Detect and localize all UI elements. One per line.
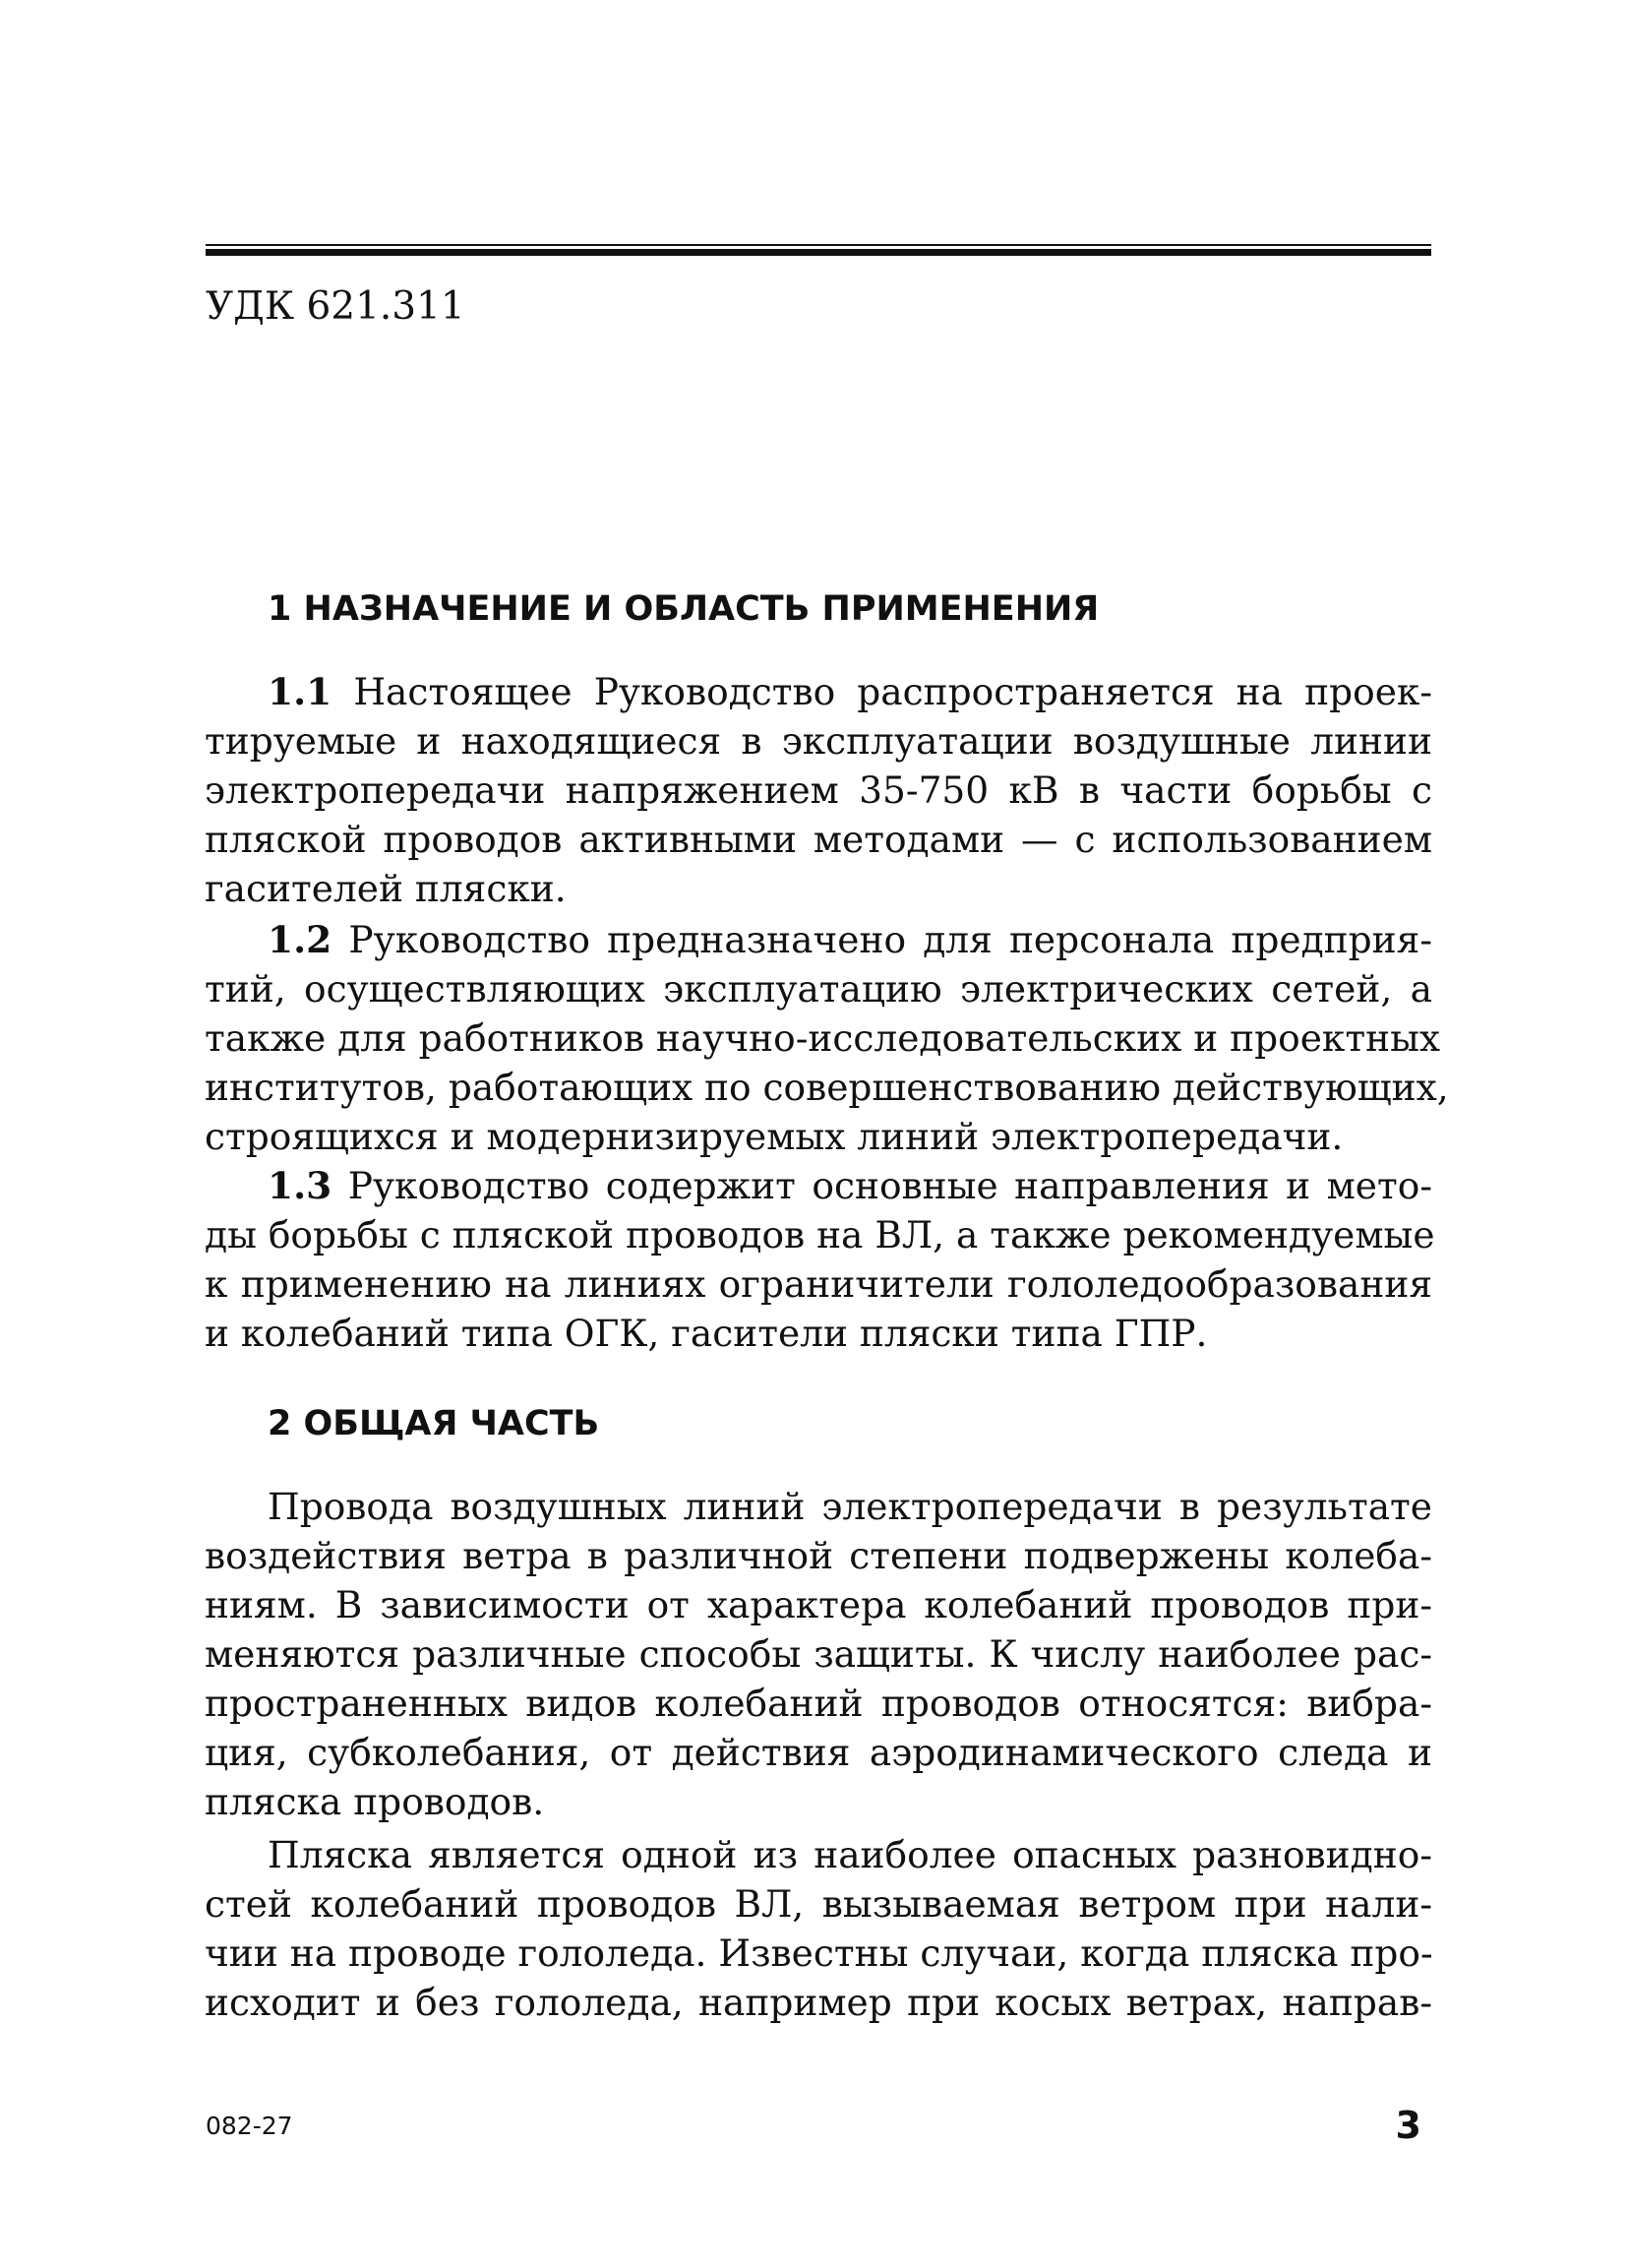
paragraph-2-2	[205, 1830, 1432, 2027]
paragraph-2-2-line-4: исходит и без гололеда, например при косых ветрах, направ-	[205, 1981, 1432, 2024]
paragraph-2-1-line-5: пространенных видов колебаний проводов относятся: вибра-	[205, 1682, 1432, 1725]
paragraph-1-3-line-1-text: Руководство содержит основные направления и мето-	[332, 1164, 1432, 1207]
paragraph-2-1-line-4: меняются различные способы защиты. К числу наиболее рас-	[205, 1632, 1432, 1676]
page-number: 3	[1395, 2104, 1421, 2147]
paragraph-1-3-line-1	[205, 1161, 1432, 1210]
paragraph-1-2-line-3: также для работников научно-исследовательских и проектных	[205, 1016, 1441, 1060]
paragraph-1-1-line-1-text: Настоящее Руководство распространяется на проек-	[332, 670, 1432, 713]
paragraph-1-2-line-2: тий, осуществляющих эксплуатацию электрических сетей, а	[205, 967, 1432, 1011]
paragraph-1-2-line-5: строящихся и модернизируемых линий электропередачи.	[205, 1115, 1344, 1158]
top-rule-thick-line	[206, 249, 1431, 256]
paragraph-1-1	[205, 667, 1432, 913]
paragraph-2-2-line-2: стей колебаний проводов ВЛ, вызываемая ветром при нали-	[205, 1882, 1432, 1926]
paragraph-1-2-line-4: институтов, работающих по совершенствованию действующих,	[205, 1066, 1449, 1109]
paragraph-1-2	[205, 915, 1449, 1161]
paragraph-1-1-line-3: электропередачи напряжением 35-750 кВ в части борьбы с	[205, 768, 1432, 812]
paragraph-1-1-line-4: пляской проводов активными методами — с использованием	[205, 818, 1432, 861]
paragraph-1-1-line-2: тируемые и находящиеся в эксплуатации воздушные линии	[205, 719, 1432, 763]
paragraph-1-2-line-1	[205, 915, 1432, 964]
paragraph-1-3-line-2: ды борьбы с пляской проводов на ВЛ, а также рекомендуемые	[205, 1213, 1435, 1257]
section-2-heading: 2 ОБЩАЯ ЧАСТЬ	[268, 1404, 600, 1443]
paragraph-2-2-line-1: Пляска является одной из наиболее опасных разновидно-	[268, 1833, 1432, 1876]
footer-code: 082-27	[206, 2112, 293, 2140]
udk-code: УДК 621.311	[206, 284, 465, 329]
paragraph-1-3-line-4: и колебаний типа ОГК, гасители пляски типа ГПР.	[205, 1312, 1208, 1355]
paragraph-1-1-line-5: гасителей пляски.	[205, 867, 567, 910]
paragraph-1-3	[205, 1161, 1435, 1358]
paragraph-2-1-line-2: воздействия ветра в различной степени подвержены колеба-	[205, 1534, 1432, 1577]
paragraph-2-1-line-3: ниям. В зависимости от характера колебаний проводов при-	[205, 1583, 1432, 1626]
paragraph-1-3-line-3: к применению на линиях ограничители гололедообразования	[205, 1262, 1432, 1306]
paragraph-1-1-number: 1.1	[268, 670, 332, 713]
paragraph-2-1	[205, 1482, 1432, 1826]
top-rule-thin-line	[206, 244, 1431, 246]
paragraph-2-1-line-1: Провода воздушных линий электропередачи в результате	[268, 1485, 1432, 1528]
section-1-heading: 1 НАЗНАЧЕНИЕ И ОБЛАСТЬ ПРИМЕНЕНИЯ	[268, 589, 1100, 629]
paragraph-1-1-line-1	[205, 667, 1432, 716]
paragraph-2-1-line-6: ция, субколебания, от действия аэродинамического следа и	[205, 1731, 1432, 1774]
paragraph-2-2-line-3: чии на проводе гололеда. Известны случаи, когда пляска про-	[205, 1931, 1433, 1975]
paragraph-2-1-line-7: пляска проводов.	[205, 1780, 545, 1823]
paragraph-1-3-number: 1.3	[268, 1164, 332, 1207]
paragraph-1-2-number: 1.2	[268, 918, 332, 961]
top-rule	[206, 244, 1431, 257]
paragraph-1-2-line-1-text: Руководство предназначено для персонала предприя-	[332, 918, 1432, 961]
